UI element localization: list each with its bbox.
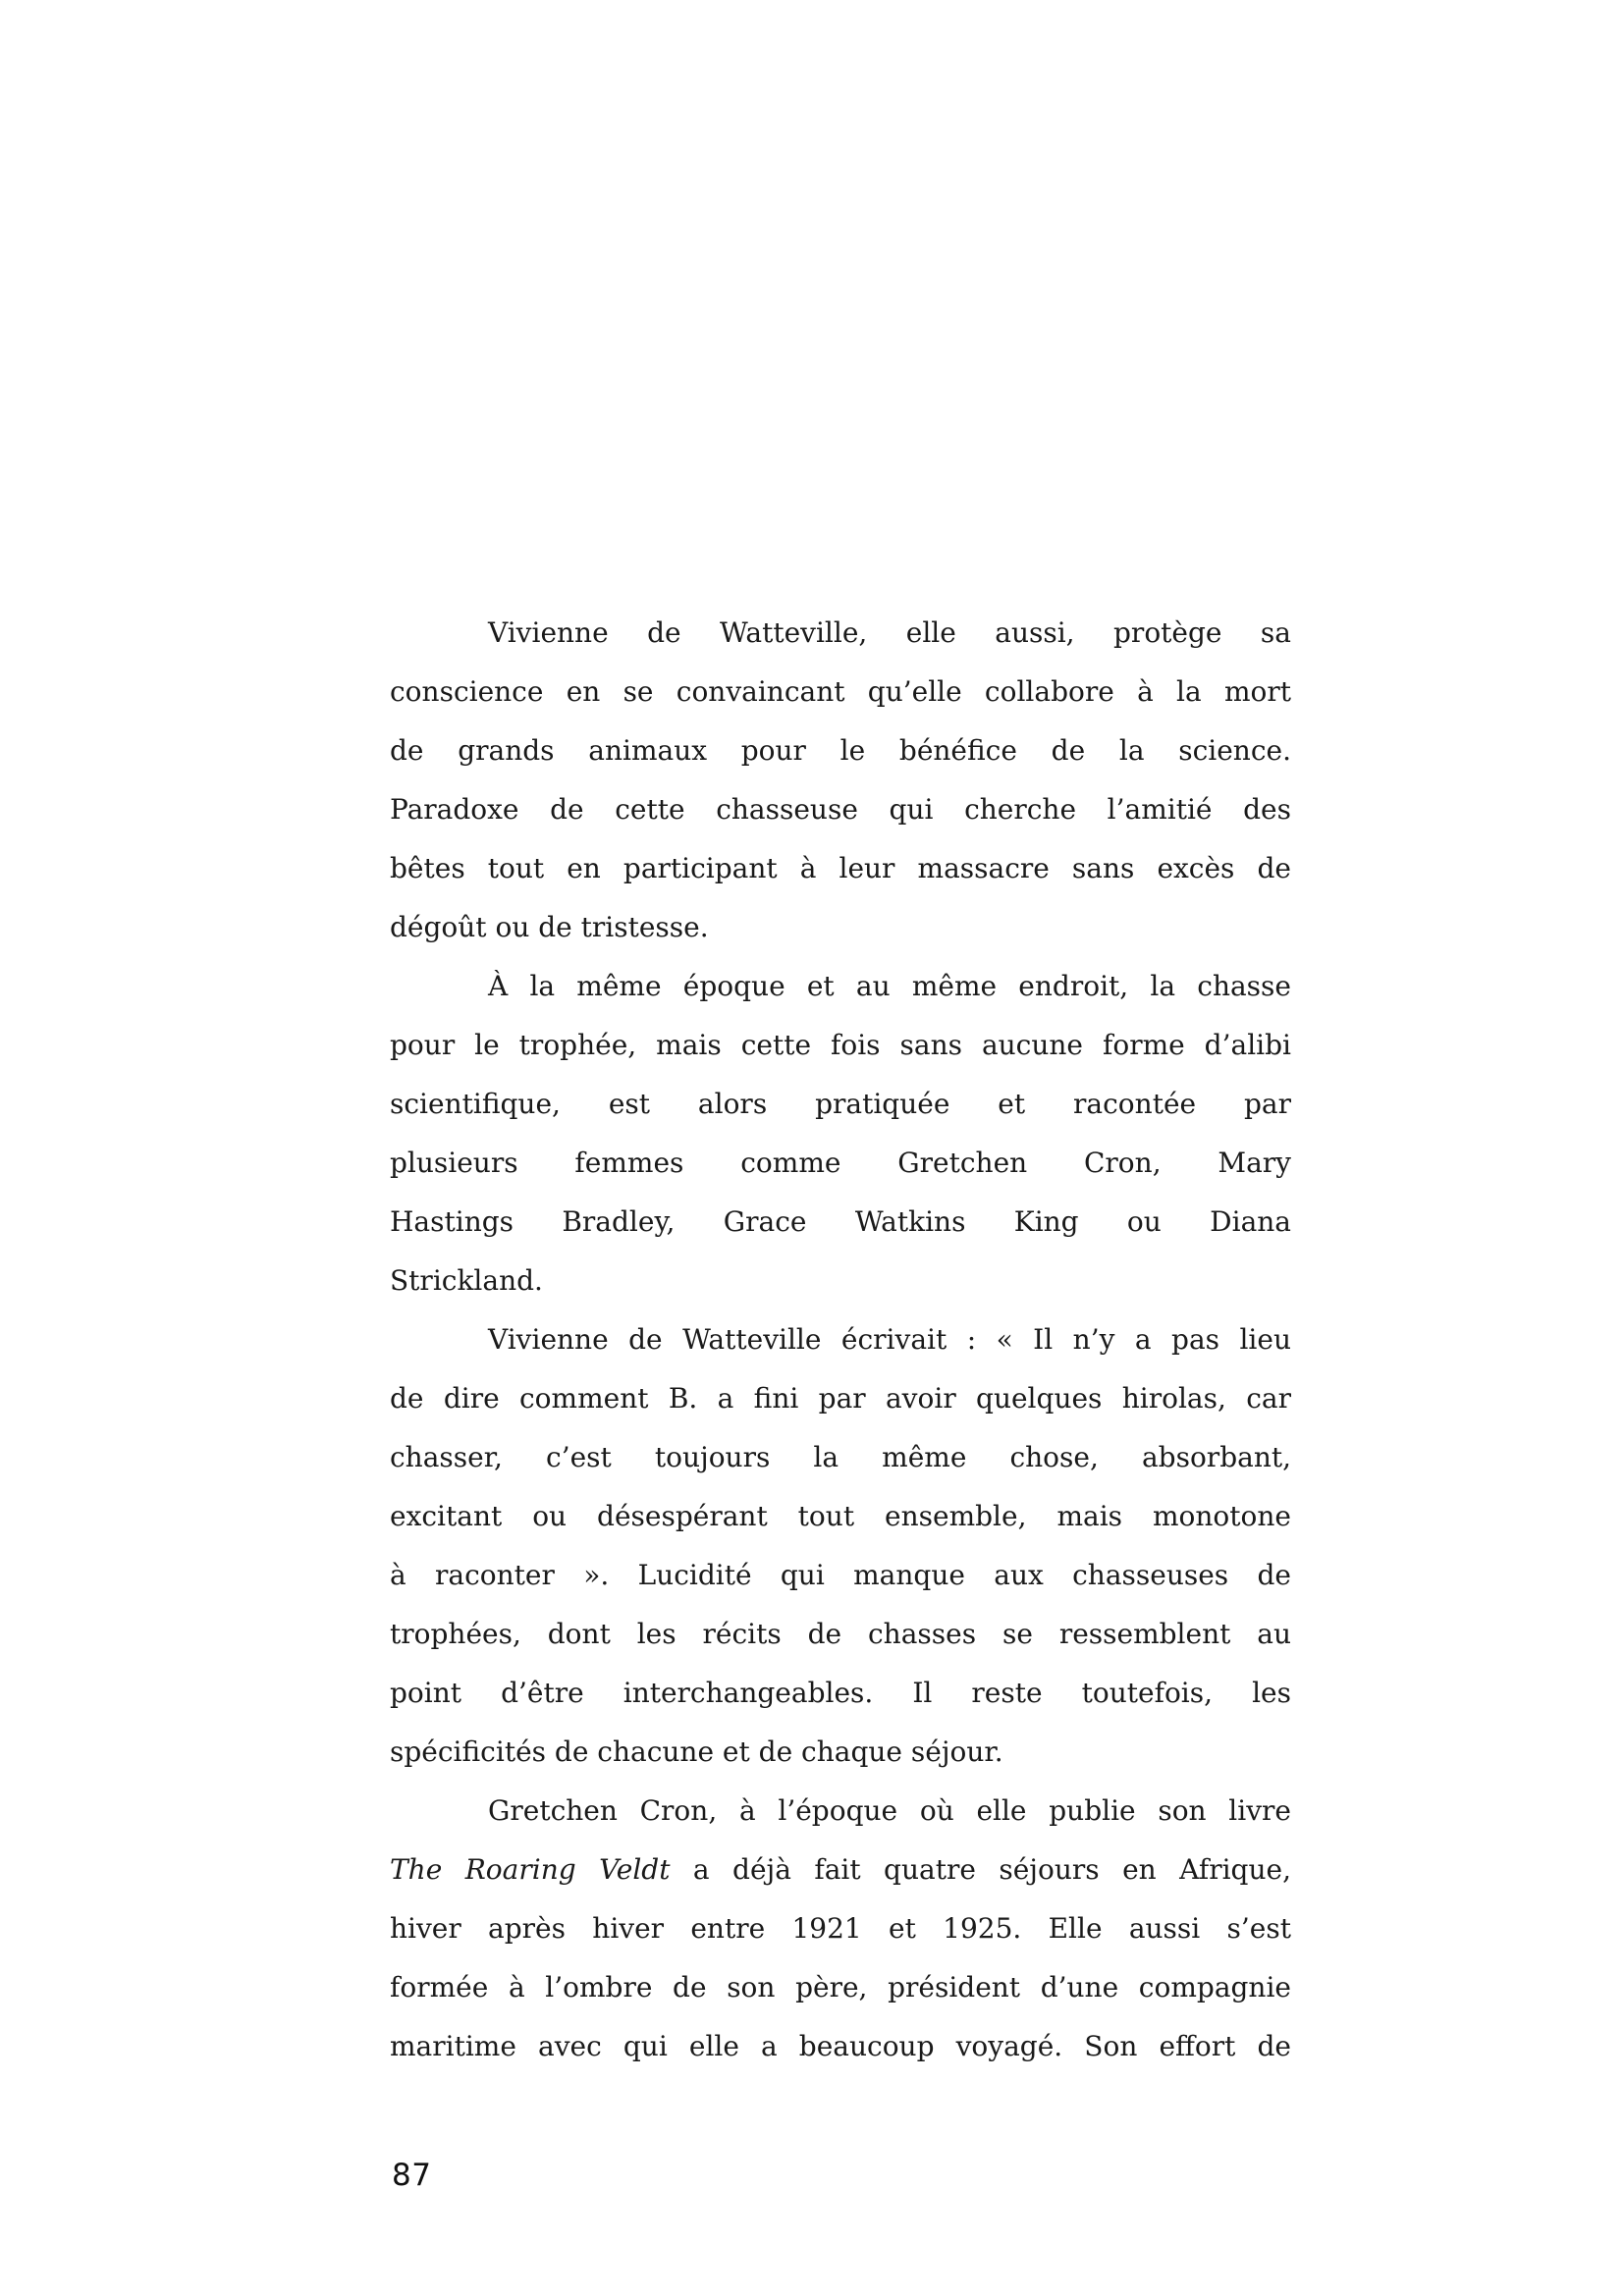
text-segment: spécificités de chacune et de chaque séjour. [390,1735,1003,1768]
text-line [390,1899,1291,1958]
text-line [390,721,1291,780]
text-segment: conscience en se convaincant qu’elle collabore à la mort [390,675,1291,708]
text-line [390,1252,1291,1310]
text-line [390,780,1291,839]
text-line [390,1841,1291,1899]
text-line [390,898,1291,957]
paragraph [390,1782,1291,2076]
text-line [390,1723,1291,1782]
text-line [390,1782,1291,1841]
text-segment: chasser, c’est toujours la même chose, absorbant, [390,1441,1291,1473]
text-segment: de grands animaux pour le bénéfice de la science. [390,734,1291,767]
text-line [390,663,1291,721]
page-number: 87 [392,2158,432,2193]
text-segment: Hastings Bradley, Grace Watkins King ou Diana [390,1205,1291,1238]
text-segment: dégoût ou de tristesse. [390,911,709,943]
text-line [390,1958,1291,2017]
text-segment: À la même époque et au même endroit, la chasse [488,970,1291,1002]
text-segment: Vivienne de Watteville écrivait : « Il n’y a pas lieu [488,1323,1291,1356]
text-line [390,1016,1291,1075]
text-segment: hiver après hiver entre 1921 et 1925. Elle aussi s’est [390,1912,1291,1945]
text-line [390,1134,1291,1193]
text-line [390,1487,1291,1546]
text-segment: scientifique, est alors pratiquée et racontée par [390,1088,1291,1120]
paragraph [390,1310,1291,1782]
text-line [390,2017,1291,2076]
text-segment: a déjà fait quatre séjours en Afrique, [670,1853,1291,1886]
text-segment: trophées, dont les récits de chasses se ressemblent au [390,1618,1291,1650]
text-line [390,1428,1291,1487]
paragraph [390,957,1291,1310]
text-line [390,957,1291,1016]
text-segment: excitant ou désespérant tout ensemble, mais monotone [390,1500,1291,1532]
text-line [390,1664,1291,1723]
text-line [390,1605,1291,1664]
text-segment: point d’être interchangeables. Il reste toutefois, les [390,1677,1291,1709]
text-segment: bêtes tout en participant à leur massacre sans excès de [390,852,1291,884]
text-segment: Paradoxe de cette chasseuse qui cherche l’amitié des [390,793,1291,826]
text-line [390,604,1291,663]
text-line [390,1193,1291,1252]
text-line [390,1310,1291,1369]
text-segment: pour le trophée, mais cette fois sans aucune forme d’alibi [390,1029,1291,1061]
paragraph [390,604,1291,957]
text-line [390,1546,1291,1605]
text-segment: Strickland. [390,1264,543,1297]
text-segment: formée à l’ombre de son père, président d’une compagnie [390,1971,1291,2003]
text-line [390,839,1291,898]
text-segment: plusieurs femmes comme Gretchen Cron, Mary [390,1147,1291,1179]
text-segment: Gretchen Cron, à l’époque où elle publie son livre [488,1794,1291,1827]
text-block [390,604,1291,2076]
text-segment: maritime avec qui elle a beaucoup voyagé. Son effort de [390,2030,1291,2062]
text-line [390,1369,1291,1428]
text-segment: à raconter ». Lucidité qui manque aux chasseuses de [390,1559,1291,1591]
text-segment: Vivienne de Watteville, elle aussi, protège sa [488,616,1291,649]
text-segment: de dire comment B. a fini par avoir quelques hirolas, car [390,1382,1291,1415]
text-line [390,1075,1291,1134]
book-title-italic: The Roaring Veldt [390,1853,671,1886]
